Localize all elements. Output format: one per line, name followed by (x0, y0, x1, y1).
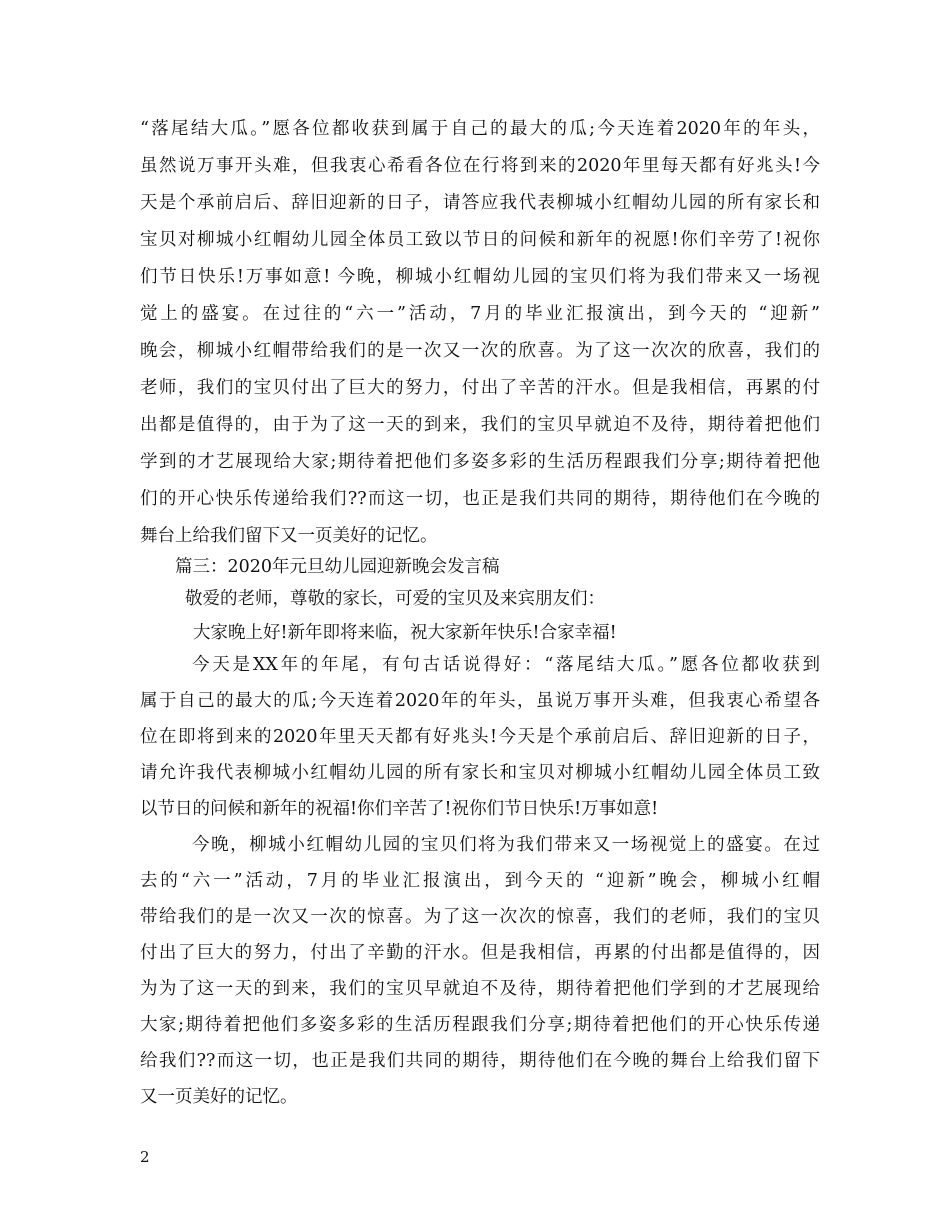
text-line: 舞台上给我们留下又一页美好的记忆。 (140, 526, 438, 546)
text-line: 学到的才艺展现给大家;期待着把他们多姿多彩的生活历程跟我们分享;期待着把他 (140, 452, 820, 472)
salutation: 敬爱的老师，尊敬的家长，可爱的宝贝及来宾朋友们： (185, 589, 605, 609)
text-line: 带给我们的是一次又一次的惊喜。为了这一次次的惊喜，我们的老师，我们的宝贝 (140, 907, 820, 927)
text-line: 今天是XX年的年尾，有句古话说得好：“落尾结大瓜。”愿各位都收获到 (192, 655, 820, 675)
text-line: 又一页美好的记忆。 (140, 1087, 298, 1107)
text-line: 付出了巨大的努力，付出了辛勤的汗水。但是我相信，再累的付出都是值得的，因 (140, 943, 820, 963)
text-line: 去的“六一”活动，7月的毕业汇报演出，到今天的 “迎新”晚会，柳城小红帽 (140, 871, 820, 891)
text-line: 老师，我们的宝贝付出了巨大的努力，付出了辛苦的汗水。但是我相信，再累的付 (140, 378, 820, 398)
text-line: 今晚，柳城小红帽幼儿园的宝贝们将为我们带来又一场视觉上的盛宴。在过 (192, 835, 820, 855)
text-line: “落尾结大瓜。”愿各位都收获到属于自己的最大的瓜;今天连着2020年的年头， (140, 119, 820, 139)
text-line: 位在即将到来的2020年里天天都有好兆头!今天是个承前启后、辞旧迎新的日子， (140, 727, 820, 747)
text-line: 以节日的问候和新年的祝福!你们辛苦了!祝你们节日快乐!万事如意! (140, 799, 659, 819)
text-line: 出都是值得的，由于为了这一天的到来，我们的宝贝早就迫不及待，期待着把他们 (140, 415, 820, 435)
text-line: 给我们??而这一切，也正是我们共同的期待，期待他们在今晚的舞台上给我们留下 (140, 1051, 820, 1071)
text-line: 虽然说万事开头难，但我衷心希看各位在行将到来的2020年里每天都有好兆头!今 (140, 156, 820, 176)
text-line: 们节日快乐!万事如意! 今晚，柳城小红帽幼儿园的宝贝们将为我们带来又一场视 (140, 267, 820, 287)
text-line: 请允许我代表柳城小红帽幼儿园的所有家长和宝贝对柳城小红帽幼儿园全体员工致 (140, 763, 820, 783)
greeting-line: 大家晚上好!新年即将来临，祝大家新年快乐!合家幸福! (193, 623, 617, 643)
text-line: 晚会，柳城小红帽带给我们的是一次又一次的欣喜。为了这一次次的欣喜，我们的 (140, 341, 820, 361)
page-number: 2 (140, 1148, 150, 1166)
text-line: 宝贝对柳城小红帽幼儿园全体员工致以节日的问候和新年的祝愿!你们辛劳了!祝你 (140, 230, 820, 250)
text-line: 们的开心快乐传递给我们??而这一切，也正是我们共同的期待，期待他们在今晚的 (140, 489, 820, 509)
text-line: 大家;期待着把他们多姿多彩的生活历程跟我们分享;期待着把他们的开心快乐传递 (140, 1015, 820, 1035)
text-line: 觉上的盛宴。在过往的“六一”活动，7月的毕业汇报演出，到今天的 “迎新” (140, 304, 820, 324)
text-line: 天是个承前启后、辞旧迎新的日子，请答应我代表柳城小红帽幼儿园的所有家长和 (140, 193, 820, 213)
text-line: 属于自己的最大的瓜;今天连着2020年的年头，虽说万事开头难，但我衷心希望各 (140, 691, 820, 711)
section-heading: 篇三：2020年元旦幼儿园迎新晚会发言稿 (175, 557, 500, 577)
text-line: 为为了这一天的到来，我们的宝贝早就迫不及待，期待着把他们学到的才艺展现给 (140, 979, 820, 999)
